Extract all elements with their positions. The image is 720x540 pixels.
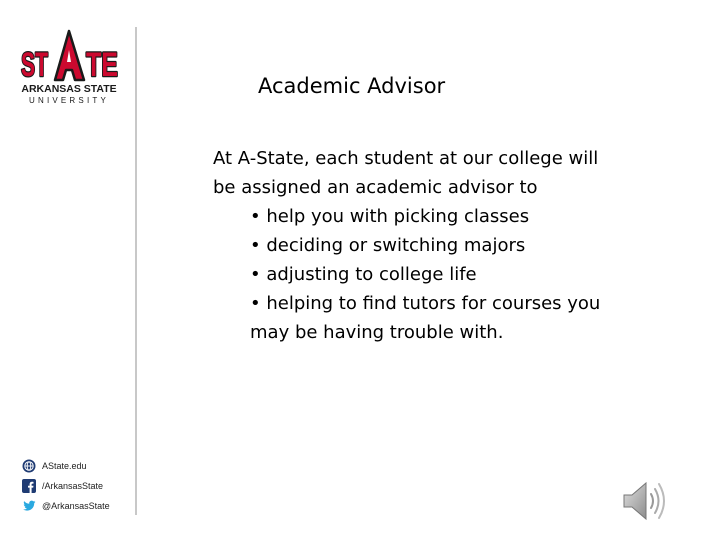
list-item [250, 289, 673, 347]
twitter-text: @ArkansasState [42, 501, 110, 511]
list-item [250, 231, 673, 260]
globe-icon [22, 459, 36, 473]
list-item-text: • adjusting to college life [250, 264, 477, 285]
list-item-text: • deciding or switching majors [250, 235, 526, 256]
list-item-continuation: may be having trouble with. [250, 322, 504, 343]
intro-line-2: be assigned an academic advisor to [213, 177, 538, 198]
slide-body [213, 144, 673, 347]
state-wordmark-graphic [18, 30, 120, 82]
facebook-link[interactable] [22, 479, 132, 493]
slide-title: Academic Advisor [258, 74, 446, 98]
list-item-text: • helping to find tutors for courses you [250, 293, 601, 314]
facebook-text: /ArkansasState [42, 481, 104, 491]
list-item [250, 202, 673, 231]
sidebar-divider [135, 27, 137, 515]
list-item [250, 260, 673, 289]
logo-university-label: UNIVERSITY [28, 96, 109, 105]
website-link[interactable] [22, 459, 132, 473]
advisor-duties-list [213, 202, 673, 347]
intro-line-1: At A-State, each student at our college will [213, 148, 599, 169]
facebook-icon [22, 479, 36, 493]
twitter-link[interactable] [22, 499, 132, 513]
logo-university-name: ARKANSAS STATE [21, 83, 117, 95]
svg-text:ST: ST [21, 46, 49, 84]
social-links [22, 459, 132, 519]
list-item-text: • help you with picking classes [250, 206, 530, 227]
svg-text:TE: TE [86, 46, 118, 84]
twitter-icon [22, 499, 36, 513]
website-text: AState.edu [42, 461, 87, 471]
arkansas-state-logo [18, 30, 120, 110]
speaker-icon[interactable] [622, 478, 672, 524]
